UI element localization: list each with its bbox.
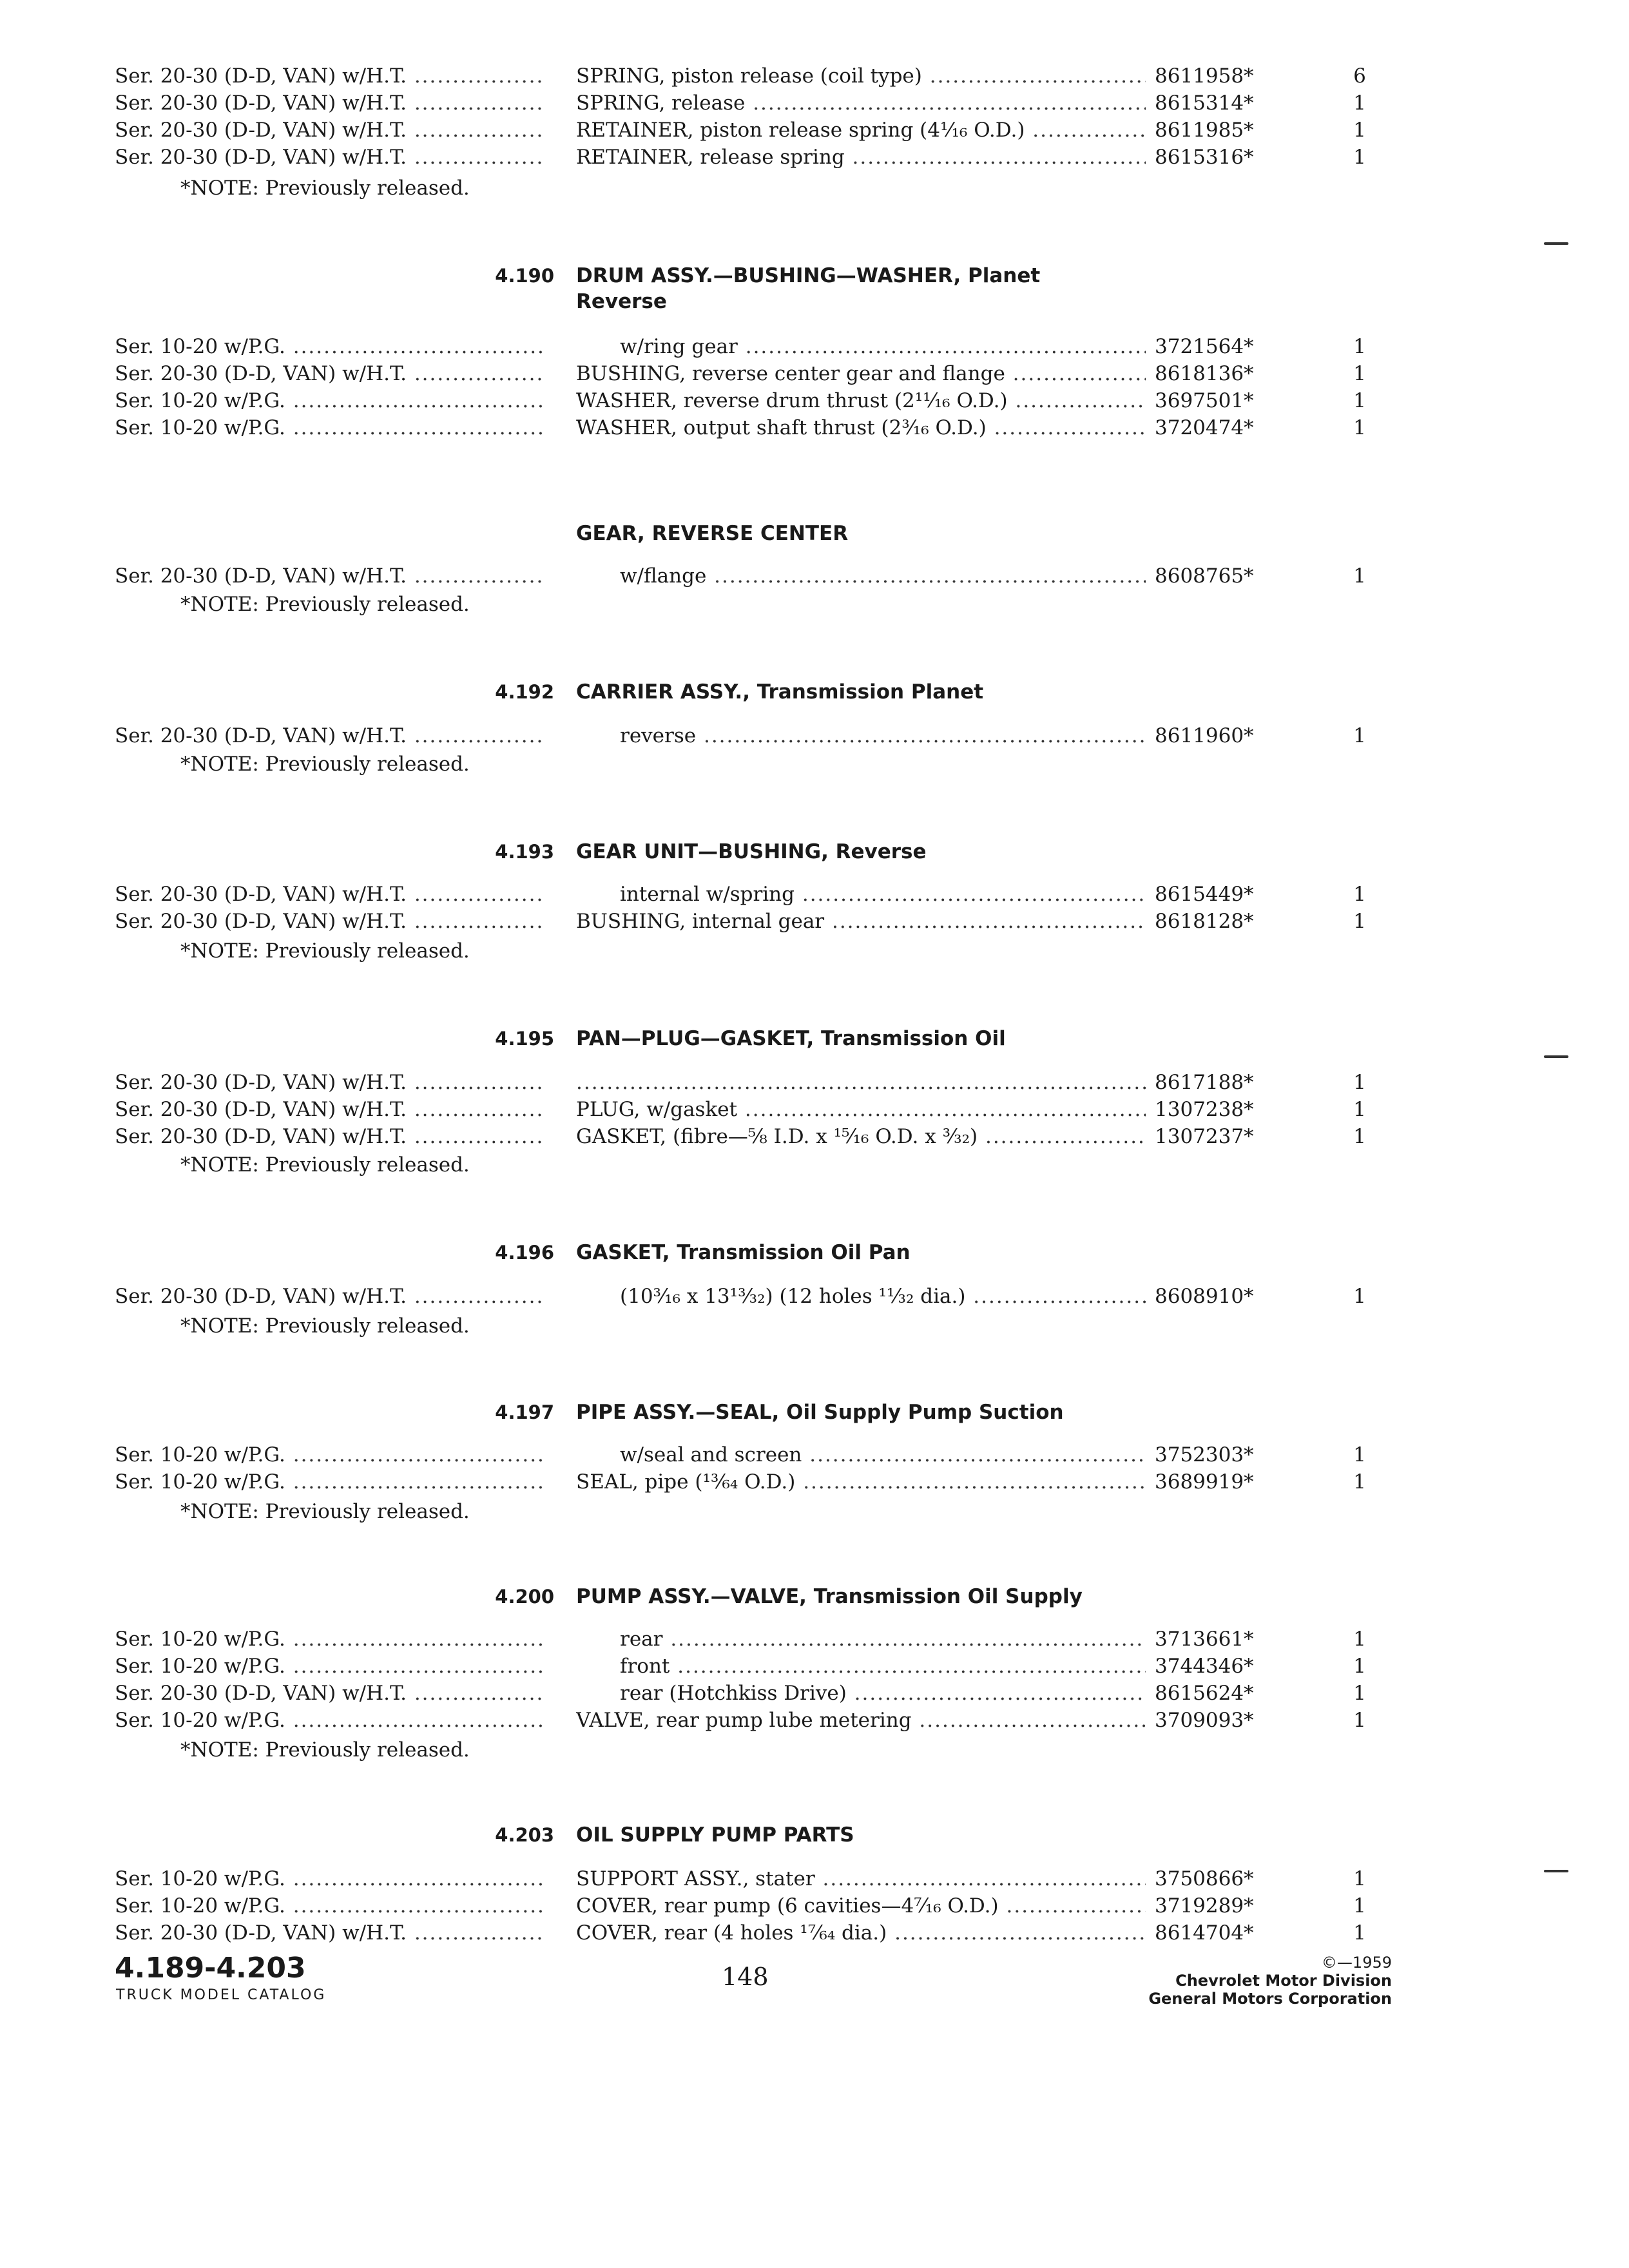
section-number: 4.195: [495, 1028, 554, 1050]
section-title: PUMP ASSY.—VALVE, Transmission Oil Supply: [576, 1585, 1083, 1608]
series-cell: Ser. 20-30 (D-D, VAN) w/H.T. .....: [115, 1122, 544, 1151]
series-cell: Ser. 10-20 w/P.G. .....: [115, 1652, 544, 1680]
part-number: 1307237*: [1155, 1125, 1254, 1148]
quantity: 6: [1353, 64, 1366, 88]
catalog-name: TRUCK MODEL CATALOG: [116, 1987, 327, 2003]
publisher-block: [1083, 1954, 1392, 2008]
table-row: [0, 1625, 1629, 1653]
series-cell: Ser. 20-30 (D-D, VAN) w/H.T. .....: [115, 1068, 544, 1097]
quantity: 1: [1353, 1098, 1366, 1121]
series-cell: Ser. 10-20 w/P.G. .....: [115, 1706, 544, 1735]
part-number: 8617188*: [1155, 1071, 1254, 1094]
series-cell: Ser. 10-20 w/P.G. .....: [115, 1892, 544, 1920]
description-cell: RETAINER, release spring .....: [576, 143, 1146, 171]
table-row: [0, 907, 1629, 936]
part-number: 8608910*: [1155, 1285, 1254, 1308]
section-number: 4.190: [495, 265, 554, 287]
description-cell: w/flange .....: [620, 562, 1146, 590]
part-number: 8611958*: [1155, 64, 1254, 88]
series-cell: Ser. 20-30 (D-D, VAN) w/H.T. .....: [115, 89, 544, 117]
quantity: 1: [1353, 1709, 1366, 1732]
series-cell: Ser. 20-30 (D-D, VAN) w/H.T. .....: [115, 360, 544, 388]
description-cell: BUSHING, internal gear .....: [576, 907, 1146, 936]
part-number: 8618136*: [1155, 362, 1254, 385]
table-row: [0, 1122, 1629, 1151]
series-cell: Ser. 20-30 (D-D, VAN) w/H.T. .....: [115, 562, 544, 590]
description-cell: WASHER, output shaft thrust (2³⁄₁₆ O.D.) .....: [576, 414, 1146, 442]
part-number: 8611960*: [1155, 724, 1254, 747]
series-cell: Ser. 20-30 (D-D, VAN) w/H.T. .....: [115, 1095, 544, 1124]
description-cell: COVER, rear pump (6 cavities—4⁷⁄₁₆ O.D.) .....: [576, 1892, 1146, 1920]
quantity: 1: [1353, 1125, 1366, 1148]
part-number: 8615449*: [1155, 883, 1254, 906]
description-cell: (10³⁄₁₆ x 13¹³⁄₃₂) (12 holes ¹¹⁄₃₂ dia.) .....: [620, 1282, 1146, 1311]
part-number: 8611985*: [1155, 119, 1254, 142]
section-number: 4.203: [495, 1824, 554, 1846]
quantity: 1: [1353, 389, 1366, 412]
series-cell: Ser. 20-30 (D-D, VAN) w/H.T. .....: [115, 1919, 544, 1947]
part-number: 3752303*: [1155, 1443, 1254, 1466]
quantity: 1: [1353, 335, 1366, 358]
part-number: 3719289*: [1155, 1894, 1254, 1917]
table-row: [0, 1068, 1629, 1097]
description-cell: internal w/spring .....: [620, 880, 1146, 908]
description-cell: RETAINER, piston release spring (4¹⁄₁₆ O.D.) .....: [576, 116, 1146, 144]
table-row: [0, 414, 1629, 442]
part-number: 8608765*: [1155, 564, 1254, 588]
table-row: [0, 1441, 1629, 1469]
note-text: *NOTE: Previously released.: [180, 1153, 470, 1177]
quantity: 1: [1353, 1682, 1366, 1705]
description-cell: GASKET, (fibre—⅝ I.D. x ¹⁵⁄₁₆ O.D. x ³⁄₃₂) .....: [576, 1122, 1146, 1151]
part-number: 8615316*: [1155, 146, 1254, 169]
description-cell: SUPPORT ASSY., stater .....: [576, 1865, 1146, 1893]
section-title: DRUM ASSY.—BUSHING—WASHER, Planet: [576, 264, 1041, 287]
quantity: 1: [1353, 1628, 1366, 1651]
section-number: 4.200: [495, 1586, 554, 1608]
description-cell: rear (Hotchkiss Drive) .....: [620, 1679, 1146, 1707]
corporation-name: General Motors Corporation: [1148, 1990, 1392, 2008]
quantity: 1: [1353, 1867, 1366, 1890]
table-row: [0, 1892, 1629, 1920]
quantity: 1: [1353, 362, 1366, 385]
description-cell: w/ring gear .....: [620, 332, 1146, 361]
description-cell: [576, 1068, 1146, 1097]
section-title: GASKET, Transmission Oil Pan: [576, 1241, 911, 1264]
part-number: 3713661*: [1155, 1628, 1254, 1651]
series-cell: Ser. 10-20 w/P.G. .....: [115, 1865, 544, 1893]
section-number: 4.197: [495, 1401, 554, 1423]
section-title: GEAR, REVERSE CENTER: [576, 522, 849, 545]
part-number: 3744346*: [1155, 1655, 1254, 1678]
table-row: [0, 1282, 1629, 1311]
margin-mark: [1544, 1870, 1568, 1872]
description-cell: BUSHING, reverse center gear and flange .....: [576, 360, 1146, 388]
quantity: 1: [1353, 883, 1366, 906]
margin-mark: [1544, 242, 1568, 245]
quantity: 1: [1353, 1894, 1366, 1917]
description-cell: front .....: [620, 1652, 1146, 1680]
series-cell: Ser. 10-20 w/P.G. .....: [115, 1468, 544, 1496]
table-row: [0, 62, 1629, 90]
quantity: 1: [1353, 1655, 1366, 1678]
description-cell: COVER, rear (4 holes ¹⁷⁄₆₄ dia.) .....: [576, 1919, 1146, 1947]
part-number: 3721564*: [1155, 335, 1254, 358]
series-cell: Ser. 20-30 (D-D, VAN) w/H.T. .....: [115, 116, 544, 144]
quantity: 1: [1353, 1071, 1366, 1094]
description-cell: PLUG, w/gasket .....: [576, 1095, 1146, 1124]
series-cell: Ser. 10-20 w/P.G. .....: [115, 414, 544, 442]
table-row: [0, 1865, 1629, 1893]
quantity: 1: [1353, 1921, 1366, 1945]
section-number: 4.196: [495, 1242, 554, 1264]
quantity: 1: [1353, 416, 1366, 439]
page-range: 4.189-4.203: [115, 1952, 306, 1984]
part-number: 1307238*: [1155, 1098, 1254, 1121]
section-title: GEAR UNIT—BUSHING, Reverse: [576, 840, 927, 863]
part-number: 8615624*: [1155, 1682, 1254, 1705]
table-row: [0, 722, 1629, 750]
section-title: CARRIER ASSY., Transmission Planet: [576, 680, 984, 704]
part-number: 8618128*: [1155, 910, 1254, 933]
table-row: [0, 1652, 1629, 1680]
quantity: 1: [1353, 1443, 1366, 1466]
series-cell: Ser. 20-30 (D-D, VAN) w/H.T. .....: [115, 722, 544, 750]
section-number: 4.193: [495, 841, 554, 863]
table-row: [0, 360, 1629, 388]
series-cell: Ser. 20-30 (D-D, VAN) w/H.T. .....: [115, 62, 544, 90]
note-text: *NOTE: Previously released.: [180, 1500, 470, 1523]
series-cell: Ser. 10-20 w/P.G. .....: [115, 1441, 544, 1469]
part-number: 3750866*: [1155, 1867, 1254, 1890]
series-cell: Ser. 10-20 w/P.G. .....: [115, 332, 544, 361]
note-text: *NOTE: Previously released.: [180, 593, 470, 616]
description-cell: WASHER, reverse drum thrust (2¹¹⁄₁₆ O.D.) .....: [576, 387, 1146, 415]
part-number: 3697501*: [1155, 389, 1254, 412]
series-cell: Ser. 20-30 (D-D, VAN) w/H.T. .....: [115, 1679, 544, 1707]
quantity: 1: [1353, 910, 1366, 933]
part-number: 8615314*: [1155, 91, 1254, 115]
table-row: [0, 1095, 1629, 1124]
table-row: [0, 332, 1629, 361]
division-name: Chevrolet Motor Division: [1175, 1972, 1392, 1990]
table-row: [0, 562, 1629, 590]
note-text: *NOTE: Previously released.: [180, 1314, 470, 1338]
description-cell: VALVE, rear pump lube metering .....: [576, 1706, 1146, 1735]
section-title-continued: Reverse: [576, 290, 667, 313]
description-cell: SPRING, piston release (coil type) .....: [576, 62, 1146, 90]
quantity: 1: [1353, 1470, 1366, 1494]
table-row: [0, 1468, 1629, 1496]
part-number: 3689919*: [1155, 1470, 1254, 1494]
description-cell: w/seal and screen .....: [620, 1441, 1146, 1469]
part-number: 3709093*: [1155, 1709, 1254, 1732]
quantity: 1: [1353, 119, 1366, 142]
section-title: PAN—PLUG—GASKET, Transmission Oil: [576, 1027, 1006, 1050]
margin-mark: [1544, 1055, 1568, 1058]
series-cell: Ser. 10-20 w/P.G. .....: [115, 1625, 544, 1653]
note-text: *NOTE: Previously released.: [180, 177, 470, 200]
note-text: *NOTE: Previously released.: [180, 753, 470, 776]
table-row: [0, 387, 1629, 415]
series-cell: Ser. 20-30 (D-D, VAN) w/H.T. .....: [115, 1282, 544, 1311]
part-number: 8614704*: [1155, 1921, 1254, 1945]
quantity: 1: [1353, 724, 1366, 747]
series-cell: Ser. 20-30 (D-D, VAN) w/H.T. .....: [115, 907, 544, 936]
table-row: [0, 143, 1629, 171]
table-row: [0, 1679, 1629, 1707]
quantity: 1: [1353, 564, 1366, 588]
copyright: ©—1959: [1321, 1954, 1392, 1972]
description-cell: reverse .....: [620, 722, 1146, 750]
page-number: 148: [722, 1963, 769, 1991]
table-row: [0, 116, 1629, 144]
section-number: 4.192: [495, 681, 554, 703]
part-number: 3720474*: [1155, 416, 1254, 439]
note-text: *NOTE: Previously released.: [180, 1738, 470, 1762]
table-row: [0, 1919, 1629, 1947]
note-text: *NOTE: Previously released.: [180, 939, 470, 963]
quantity: 1: [1353, 1285, 1366, 1308]
table-row: [0, 1706, 1629, 1735]
series-cell: Ser. 10-20 w/P.G. .....: [115, 387, 544, 415]
series-cell: Ser. 20-30 (D-D, VAN) w/H.T. .....: [115, 143, 544, 171]
description-cell: SPRING, release .....: [576, 89, 1146, 117]
series-cell: Ser. 20-30 (D-D, VAN) w/H.T. .....: [115, 880, 544, 908]
table-row: [0, 880, 1629, 908]
quantity: 1: [1353, 91, 1366, 115]
section-title: OIL SUPPLY PUMP PARTS: [576, 1823, 854, 1847]
description-cell: SEAL, pipe (¹³⁄₆₄ O.D.) .....: [576, 1468, 1146, 1496]
section-title: PIPE ASSY.—SEAL, Oil Supply Pump Suction: [576, 1401, 1064, 1424]
quantity: 1: [1353, 146, 1366, 169]
table-row: [0, 89, 1629, 117]
description-cell: rear .....: [620, 1625, 1146, 1653]
